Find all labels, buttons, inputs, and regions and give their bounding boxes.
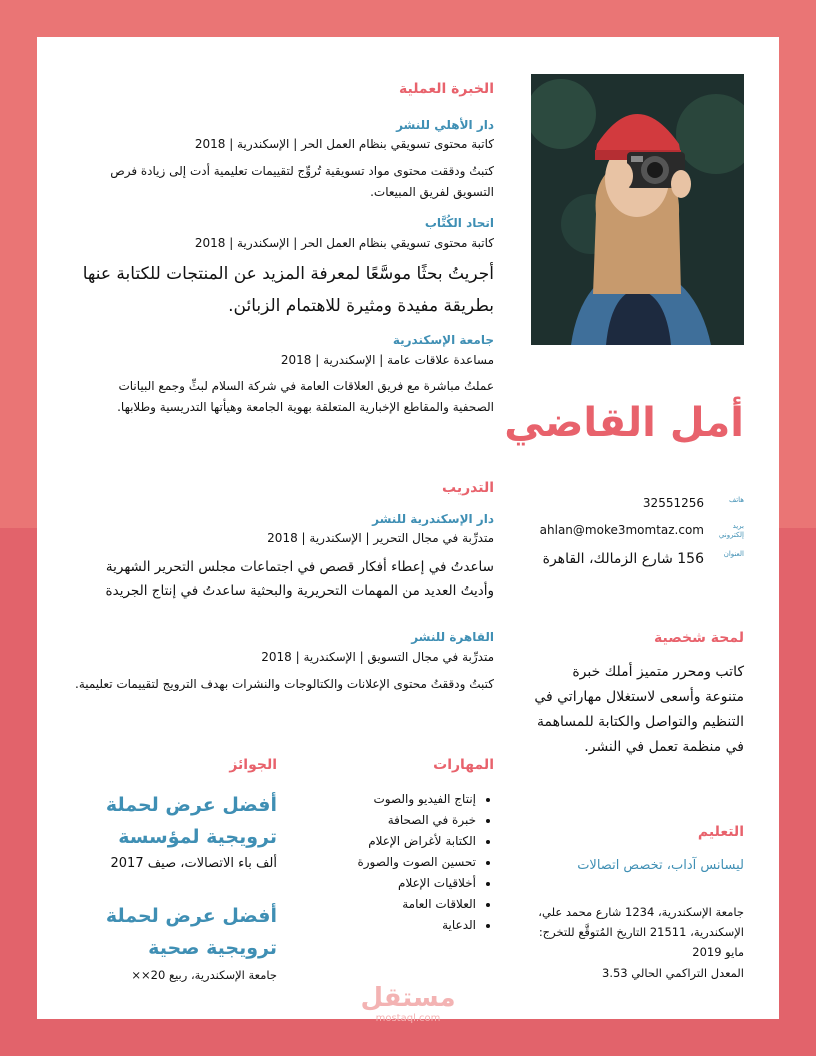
skill-item: • أخلاقيات الإعلام xyxy=(322,873,476,894)
experience-desc-1: كتبتُ ودققت محتوى مواد تسويقية تُروِّج لتقييمات تعليمية أدت إلى زيادة فرص التسويق لفريق المبيعات. xyxy=(110,164,494,199)
skill-item: • تحسين الصوت والصورة xyxy=(322,852,476,873)
skill-item: • إنتاج الفيديو والصوت xyxy=(322,789,476,810)
award-sub-2: جامعة الإسكندرية، ربيع 20×× xyxy=(131,968,277,982)
profile-photo xyxy=(531,74,744,345)
training-role-1: متدرِّبة في مجال التحرير | الإسكندرية | 2018 xyxy=(267,531,494,545)
education-gpa: المعدل التراكمي الحالي 3.53 xyxy=(602,966,744,980)
training-desc-1: ساعدتُ في إعطاء أفكار قصص في اجتماعات مجلس التحرير الشهرية وأديتُ العديد من المهمات التحريرية والبحثية ساعدتُ في إنتاج الجريدة xyxy=(105,559,494,599)
award-sub-1: ألف باء الاتصالات، صيف 2017 xyxy=(110,856,277,871)
address-label: العنوان xyxy=(723,550,744,558)
experience-role-3: مساعدة علاقات عامة | الإسكندرية | 2018 xyxy=(280,353,494,367)
skill-item: • الدعاية xyxy=(322,915,476,936)
experience-org-2: اتحاد الكُتَّاب xyxy=(424,216,494,230)
photo-illustration xyxy=(531,74,744,345)
experience-desc-2: أجريتُ بحثًا موسَّعًا لمعرفة المزيد عن المنتجات للكتابة عنها بطريقة مفيدة ومثيرة للاهتمام الزبائن. xyxy=(82,264,494,316)
education-details: جامعة الإسكندرية، 1234 شارع محمد علي، الإسكندرية، 21511 التاريخ المُتوقَّع للتخرج: مايو 2019 xyxy=(538,905,744,959)
experience-role-2: كاتبة محتوى تسويقي بنظام العمل الحر | الإسكندرية | 2018 xyxy=(194,236,494,250)
skills-list xyxy=(322,789,494,936)
phone-value: 32551256 xyxy=(642,496,704,510)
profile-text: كاتب ومحرر متميز أملك خبرة متنوعة وأسعى لاستغلال مهاراتي في التنظيم والتواصل والكتابة للمساهمة في منظمة تعمل في النشر. xyxy=(534,664,744,755)
training-heading: التدريب xyxy=(442,480,494,496)
person-name: أمل القاضي xyxy=(504,400,744,446)
profile-heading: لمحة شخصية xyxy=(654,630,744,646)
experience-org-3: جامعة الإسكندرية xyxy=(392,333,494,347)
education-degree: ليسانس آداب، تخصص اتصالات xyxy=(577,858,744,873)
training-org-1: دار الإسكندرية للنشر xyxy=(372,512,494,526)
awards-heading: الجوائز xyxy=(229,757,277,773)
contact-email xyxy=(484,522,744,546)
training-desc-2: كتبتُ ودققتُ محتوى الإعلانات والكتالوجات والنشرات بهدف الترويج لتقييمات تعليمية. xyxy=(75,677,494,691)
education-heading: التعليم xyxy=(697,824,744,840)
contact-address xyxy=(484,550,744,572)
email-value[interactable]: ahlan@moke3momtaz.com xyxy=(539,523,704,537)
award-title-2: أفضل عرض لحملة ترويجية صحية xyxy=(105,905,277,959)
experience-heading: الخبرة العملية xyxy=(399,81,494,97)
watermark-logo xyxy=(356,983,460,1031)
training-role-2: متدرِّبة في مجال التسويق | الإسكندرية | 2018 xyxy=(261,650,494,664)
phone-label: هاتف xyxy=(728,496,744,504)
skill-item: • الكتابة لأغراض الإعلام xyxy=(322,831,476,852)
watermark-brand: مستقل xyxy=(360,983,456,1013)
skills-list-container xyxy=(322,789,494,936)
skills-heading: المهارات xyxy=(433,757,494,773)
skill-item: • العلاقات العامة xyxy=(322,894,476,915)
experience-org-1: دار الأهلي للنشر xyxy=(396,118,494,132)
contact-phone xyxy=(484,496,744,514)
email-label: بريد إلكتروني xyxy=(718,522,744,539)
watermark-url: mostaql.com xyxy=(375,1013,441,1024)
training-org-2: القاهرة للنشر xyxy=(411,630,494,644)
experience-desc-3: عملتُ مباشرة مع فريق العلاقات العامة في شركة السلام لبثِّ وجمع البيانات الصحفية والمقاطع الإخبارية المتعلقة بهوية الجامعة وهيأتها التدريسية وطلابها. xyxy=(117,379,494,414)
skill-item: • خبرة في الصحافة xyxy=(322,810,476,831)
experience-role-1: كاتبة محتوى تسويقي بنظام العمل الحر | الإسكندرية | 2018 xyxy=(194,137,494,151)
address-value: 156 شارع الزمالك، القاهرة xyxy=(542,551,704,567)
award-title-1: أفضل عرض لحملة ترويجية لمؤسسة xyxy=(105,794,277,848)
